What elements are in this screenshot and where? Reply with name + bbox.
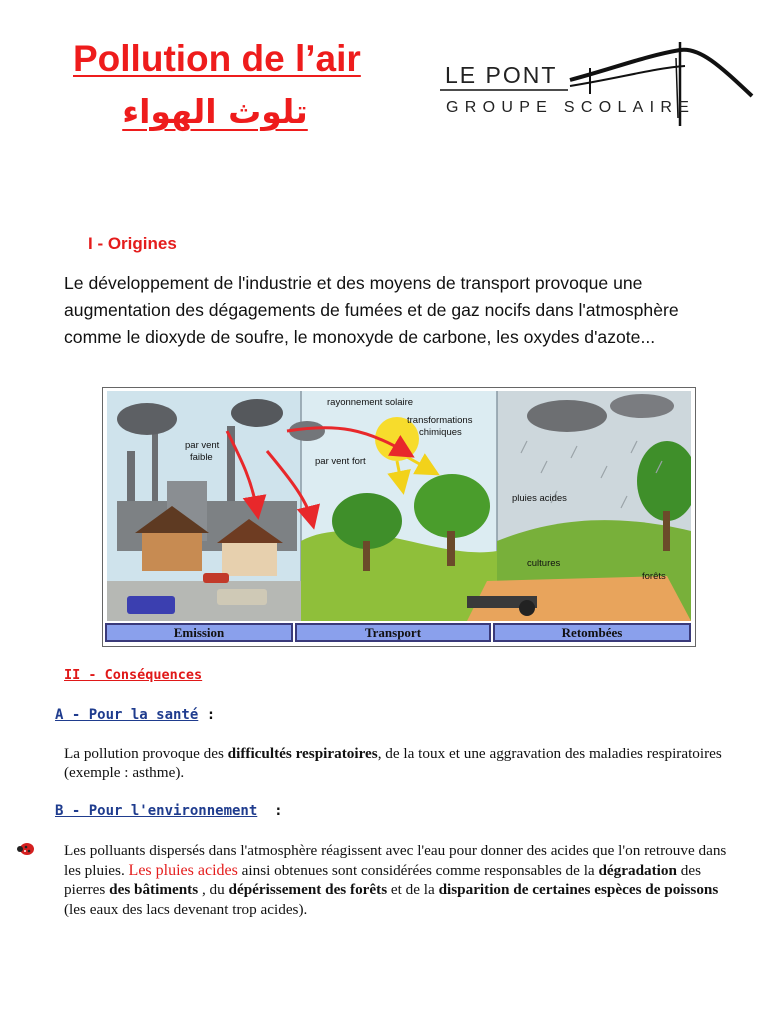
subheading-environnement	[55, 803, 283, 819]
text-run: , du	[198, 881, 229, 898]
caption-emission: Emission	[105, 623, 293, 642]
subheading-sante-colon: :	[198, 707, 216, 723]
subheading-sante	[55, 707, 215, 723]
subheading-environnement-colon: :	[257, 803, 283, 819]
bold-run: disparition de certaines espèces de poissons	[438, 881, 719, 898]
label-weak-wind-1: par vent	[185, 440, 220, 451]
sante-paragraph	[64, 744, 744, 782]
bold-run: difficultés respiratoires	[227, 745, 378, 762]
label-transform-1: transformations	[407, 415, 473, 426]
caption-transport: Transport	[295, 623, 491, 642]
subheading-sante-label: A - Pour la santé	[55, 707, 199, 723]
label-acid-rain: pluies acides	[512, 493, 567, 504]
label-sun: rayonnement solaire	[327, 397, 414, 408]
highlight-acid-rain: Les pluies acides	[128, 861, 238, 879]
text-run: La pollution provoque des	[64, 745, 228, 762]
label-forests: forêts	[642, 571, 666, 582]
section-heading-origines: I - Origines	[88, 234, 177, 253]
label-transform-2: chimiques	[419, 427, 462, 438]
text-run: , de la toux et une aggravation des maladies respiratoires (exemple : asthme).	[64, 745, 722, 781]
environnement-paragraph	[64, 841, 744, 919]
text-run: et de la	[387, 881, 439, 898]
label-strong-wind: par vent fort	[315, 456, 366, 467]
page-title-french: Pollution de l’air	[73, 38, 361, 79]
text-run: Les polluants dispersés dans l'atmosphère réagissent avec l'eau pour donner des acides que l'on retrouve dans les pluies.	[64, 842, 727, 879]
origines-paragraph: Le développement de l'industrie et des moyens de transport provoque une augmentation des dégagements de fumées et de gaz nocifs dans l'atmosphère comme le dioxyde de soufre, le monoxyde de carbone, les oxydes d'azote...	[64, 273, 679, 347]
bold-run: des bâtiments	[109, 881, 199, 898]
text-run: ainsi obtenues sont considérées comme responsables de la	[237, 861, 599, 879]
text-run: (les eaux des lacs devenant trop acides).	[64, 900, 308, 918]
text-run: des pierres	[64, 861, 701, 898]
label-weak-wind-2: faible	[190, 452, 213, 463]
page-title-arabic: تلوث الهواء	[122, 92, 308, 131]
bold-run: dépérissement des forêts	[228, 881, 388, 898]
section-heading-consequences: II - Conséquences	[64, 667, 203, 683]
caption-retombees: Retombées	[493, 623, 691, 642]
pollution-illustration	[107, 391, 691, 621]
logo-text-bottom: GROUPE SCOLAIRE	[446, 99, 696, 116]
bold-run: dégradation	[598, 861, 677, 879]
label-crops: cultures	[527, 558, 561, 569]
logo-text-top: LE PONT	[445, 62, 558, 88]
ladybug-bullet-icon	[15, 838, 37, 860]
subheading-environnement-label: B - Pour l'environnement	[55, 803, 258, 819]
pollution-cycle-figure	[102, 387, 696, 647]
